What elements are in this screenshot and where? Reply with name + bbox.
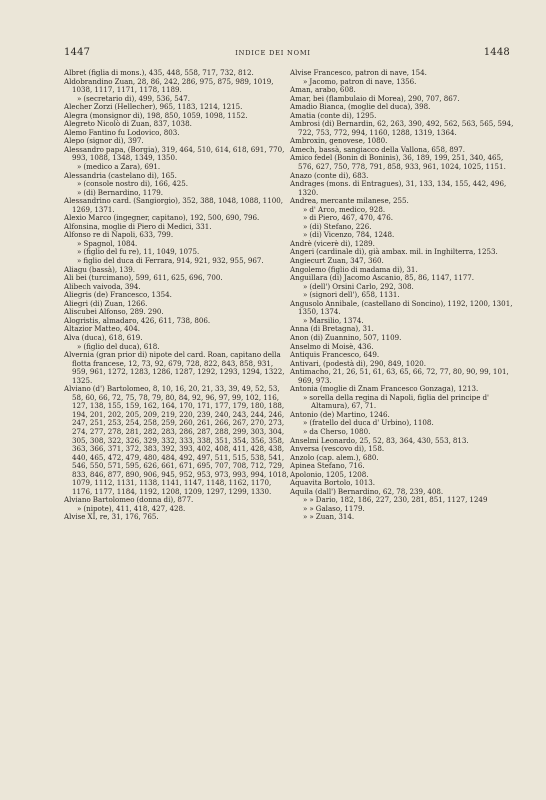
index-entry: » » Zuan, 314. [303,512,355,522]
index-entry: Angusolo Annibale, (castellano di Soncino), 1192, 1200, 1301, 1350, 1374. [290,298,513,317]
index-entry: » (figlio del fu re), 11, 1049, 1075. [77,247,200,257]
page-title: INDICE DEI NOMI [235,49,311,57]
index-entry: Alviano Bartolomeo (donna di), 877. [64,495,194,505]
index-column-right [290,69,516,522]
index-entry: Alvise Francesco, patron di nave, 154. [290,68,427,77]
index-entry: Andrea, mercante milanese, 255. [290,196,409,206]
index-entry: » Jacomo, patron di nave, 1356. [303,76,417,86]
index-entry: » da Cherso, 1080. [303,426,371,436]
index-entry: Amech, bassà, sangiacco della Vallona, 658, 897. [290,144,466,154]
index-entry: Anon (di) Zuannino, 507, 1109. [290,332,402,342]
index-entry: » (secretario di), 499, 536, 547. [77,93,191,103]
index-entry: » (dell') Orsini Carlo, 292, 308. [303,281,414,291]
index-entry: Alegra (monsignor di), 198, 850, 1059, 1098, 1152. [64,110,248,120]
index-entry: Ambrosi (di) Bernardin, 62, 263, 390, 492, 562, 563, 565, 594, 722, 753, 772, 994, 1160, 1288, 1319, 1364. [290,119,514,137]
index-entry: Aquila (dall') Bernardino, 62, 78, 239, 408. [290,486,444,496]
index-entry: » Spagnol, 1084. [77,238,138,248]
index-entry: Amar, bei (flambulaio di Morea), 290, 707, 867. [290,93,460,103]
index-entry: Anna (di Bretagna), 31. [290,324,374,334]
index-entry: Aliegri (di) Zuan, 1266. [64,298,148,308]
index-entry: Amico fedel (Bonin di Boninis), 36, 189, 199, 251, 340, 465, 576, 627, 750, 778, 791, 858, 933, 961, 1024, 1025, 1151. [290,153,506,172]
index-entry: » (di) Vicenzo, 784, 1248. [303,230,395,240]
index-entry: Alepo (signor di), 397. [64,136,144,146]
index-entry: Aldobrandino Zuan, 28, 86, 242, 286, 975, 875, 989, 1019, 1038, 1117, 1171, 1178, 1189. [64,76,274,95]
index-entry: Anselmi Leonardo, 25, 52, 83, 364, 430, 553, 813. [290,435,469,445]
index-entry: Aman, arabo, 608. [290,85,356,95]
index-entry: » (di) Bernardino, 1179. [77,187,164,197]
index-entry: » sorella della regina di Napoli, figlia del principe d' Altamura), 67, 71. [303,392,489,411]
index-column-left [64,69,290,522]
index-entry: Alessandrino card. (Sangiorgio), 352, 388, 1048, 1088, 1100, 1269, 1371. [64,196,283,214]
index-entry: Antonio (de) Martino, 1246. [290,409,390,419]
index-entry: Antiquis Francesco, 649. [290,350,380,360]
index-entry: Amadio Bianca, (moglie del duca), 398. [290,102,431,112]
index-entry: Antivari, (podestà di), 290, 849, 1020. [290,358,427,368]
index-entry: Alecher Zorzi (Hellecher), 965, 1183, 1214, 1215. [64,102,243,112]
index-entry: Alibech vaivoda, 394. [64,281,141,291]
index-entry: » Marsilio, 1374. [303,315,364,325]
index-entry: Alva (duca), 618, 619. [64,332,143,342]
index-entry: » » Dario, 182, 186, 227, 230, 281, 851, 1127, 1249 [303,495,488,505]
index-entry: Alessandro papa, (Borgia), 319, 464, 510, 614, 618, 691, 770, 993, 1088, 1348, 1349, 1350. [64,144,285,163]
index-entry: » figlio del duca di Ferrara, 914, 921, 932, 955, 967. [77,256,264,266]
index-entry: Aquavita Bortolo, 1013. [290,478,376,488]
index-entry: » d' Arco, medico, 928. [303,204,386,214]
index-entry: Anazo (conte di), 683. [290,170,369,180]
index-entry: » (medico a Zara), 691. [77,162,161,172]
index-entry: Ambroxin, genovese, 1080. [290,136,388,146]
index-entry: Aliegris (de) Francesco, 1354. [64,290,172,300]
index-entry: Alfonsina, moglie di Piero di Medici, 331. [64,221,212,231]
index-entry: Albret (figlia di mons.), 435, 448, 558, 717, 732, 812. [64,68,254,77]
index-entry: Angeri (cardinale di), già ambax. mil. in Inghilterra, 1253. [290,247,498,257]
index-entry: Ali bei (turcimano), 599, 611, 625, 696, 700. [64,273,223,283]
index-entry: Anzolo (cap. alem.), 680. [290,452,379,462]
index-entry: » (nipote), 411, 418, 427, 428. [77,503,186,513]
index-entry: » (fratello del duca d' Urbino), 1108. [303,418,434,428]
index-entry: » (figlio del duca), 618. [77,341,160,351]
index-entry: » (console nostro di), 166, 425. [77,179,188,189]
index-entry: Andrages (mons. di Entragues), 31, 133, 134, 155, 442, 496, 1320. [290,179,507,197]
index-entry: Anselmo di Moisè, 436. [290,341,374,351]
index-entry: Anguillara (di) Jacomo Ascanio, 85, 86, 1147, 1177. [290,273,475,283]
index-entry: Alegreto Nicolò di Zuan, 837, 1038. [64,119,192,129]
index-entry: » (di) Stefano, 226. [303,221,372,231]
index-entry: Alessandria (castelano di), 165. [64,170,177,180]
index-entry: Alviano (d') Bartolomeo, 8, 10, 16, 20, 21, 33, 39, 49, 52, 53, 58, 60, 66, 72, 75, 78, 79, 80, 84, 92, 96, 97, 99, 102, 116, 127, 138, 155, 159, 162, 164, 170, 171, 177, 179, 180, 188, 194, 201, 202, 205, 209, 219, 220, 239, 240, 243, 244, 246, 247, 251, 253, 254, 258, 259, 260, 261, 266, 267, 270, 273, 274, 277, 278, 281, 282, 283, 286, 287, 288, 299, 303, 304, 305, 308, 322, 326, 329, 332, 333, 338, 351, 354, 356, 358, 363, 366, 371, 372, 383, 392, 393, 402, 408, 411, 428, 438, 440, 465, 472, 479, 480, 484, 492, 497, 511, 515, 538, 541, 546, 550, 571, 595, 626, 661, 671, 695, 707, 708, 712, 729, 833, 846, 877, 890, 906, 945, 952, 953, 973, 993, 994, 1018, 1079, 1112, 1131, 1138, 1141, 1147, 1148, 1162, 1170, 1176, 1177, 1184, 1192, 1208, 1209, 1297, 1299, 1330. [64,384,289,496]
index-entry: Alvise XI, re, 31, 176, 765. [64,512,159,522]
index-entry: » » Galaso, 1179. [303,503,365,513]
index-entry: Antonia (moglie di Znam Francesco Gonzaga), 1213. [290,384,479,394]
index-entry: Alvernia (gran prior di) nipote del card. Roan, capitano della flotta francese, 12, 73, 92, 679, 728, 822, 843, 858, 931, 959, 961, 1272, 1283, 1286, 1287, 1292, 1293, 1294, 1322, 1325. [64,350,285,385]
index-entry: Aliagu (bassà), 139. [64,264,135,274]
index-entry: Amatia (conte di), 1295. [290,110,377,120]
page-header [0,47,546,61]
index-entry: » (signori dell'), 658, 1131. [303,290,400,300]
index-entry: Anversa (vescovo di), 158. [290,444,385,454]
index-entry: Antimacho, 21, 26, 51, 61, 63, 65, 66, 72, 77, 80, 90, 99, 101, 969, 973. [290,367,509,385]
index-entry: Aliscubei Alfonso, 289. 290. [64,307,164,317]
index-entry: Apinea Stefano, 716. [290,461,365,471]
page-number-left: 1447 [64,47,91,58]
index-entry: Angiecurt Zuan, 347, 360. [290,256,384,266]
index-entry: Alfonso re di Napoli, 633, 799. [64,230,174,240]
index-entry: » di Piero, 467, 470, 476. [303,213,393,223]
index-entry: Andrè (vicerè di), 1289. [290,238,375,248]
index-entry: Alexio Marco (ingegner, capitano), 192, 500, 690, 796. [64,213,260,223]
page-number-right: 1448 [483,47,510,58]
index-entry: Angolemo (figlio di madama di), 31. [290,264,418,274]
index-entry: Apolonio, 1205, 1208. [290,469,369,479]
index-entry: Altazior Matteo, 404. [64,324,140,334]
index-entry: Alemo Fantino fu Lodovico, 803. [64,127,180,137]
index-entry: Alogristis, almadaro, 426, 611, 738, 806. [64,315,211,325]
